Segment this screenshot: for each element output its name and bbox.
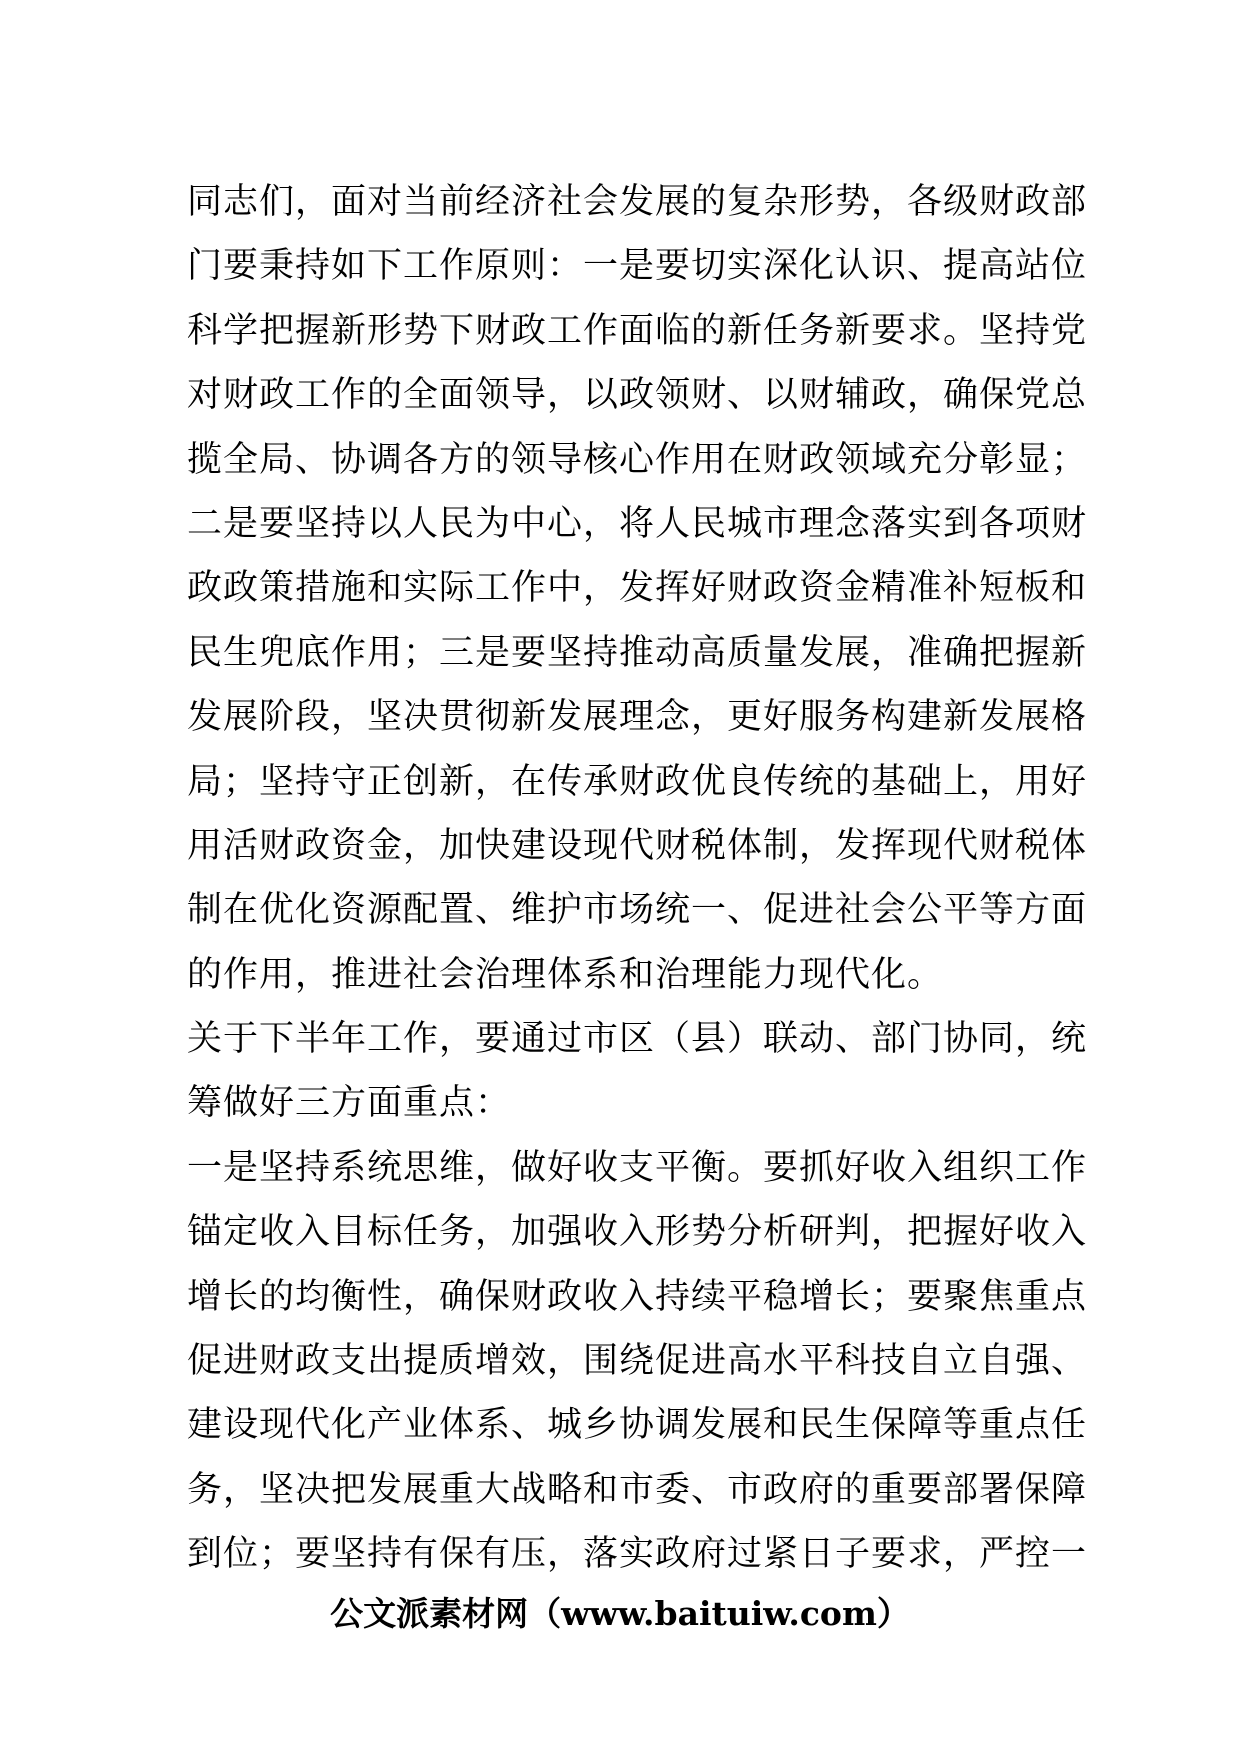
text-line: 增长的均衡性，确保财政收入持续平稳增长；要聚焦重点: [187, 1276, 1088, 1317]
document-body: [187, 170, 1088, 1587]
text-line: 政政策措施和实际工作中，发挥好财政资金精准补短板和: [187, 568, 1088, 609]
text-line: 筹做好三方面重点：: [187, 1083, 512, 1124]
text-line: 关于下半年工作，要通过市区（县）联动、部门协同，统: [187, 1019, 1088, 1060]
page-footer-watermark: 公文派素材网（www.baituiw.com）: [330, 1594, 910, 1633]
text-line: 二是要坚持以人民为中心，将人民城市理念落实到各项财: [187, 503, 1088, 544]
text-line: 对财政工作的全面领导，以政领财、以财辅政，确保党总: [187, 375, 1088, 416]
text-line: 门要秉持如下工作原则：一是要切实深化认识、提高站位: [187, 246, 1088, 287]
text-line: 促进财政支出提质增效，围绕促进高水平科技自立自强、: [187, 1341, 1088, 1382]
text-line: 揽全局、协调各方的领导核心作用在财政领域充分彰显；: [187, 439, 1088, 480]
text-line: 制在优化资源配置、维护市场统一、促进社会公平等方面: [187, 890, 1088, 931]
text-line: 局；坚持守正创新，在传承财政优良传统的基础上，用好: [187, 761, 1088, 802]
text-line: 一是坚持系统思维，做好收支平衡。要抓好收入组织工作: [187, 1147, 1088, 1188]
text-line: 用活财政资金，加快建设现代财税体制，发挥现代财税体: [187, 825, 1088, 866]
text-line: 民生兜底作用；三是要坚持推动高质量发展，准确把握新: [187, 632, 1088, 673]
text-line: 建设现代化产业体系、城乡协调发展和民生保障等重点任: [187, 1405, 1088, 1446]
text-line: 的作用，推进社会治理体系和治理能力现代化。: [187, 954, 944, 995]
text-line: 务，坚决把发展重大战略和市委、市政府的重要部署保障: [187, 1469, 1088, 1510]
text-line: 到位；要坚持有保有压，落实政府过紧日子要求，严控一: [187, 1534, 1088, 1575]
text-line: 发展阶段，坚决贯彻新发展理念，更好服务构建新发展格: [187, 697, 1088, 738]
text-line: 锚定收入目标任务，加强收入形势分析研判，把握好收入: [187, 1212, 1088, 1253]
text-line: 同志们，面对当前经济社会发展的复杂形势，各级财政部: [187, 182, 1088, 222]
text-line: 科学把握新形势下财政工作面临的新任务新要求。坚持党: [187, 310, 1088, 351]
